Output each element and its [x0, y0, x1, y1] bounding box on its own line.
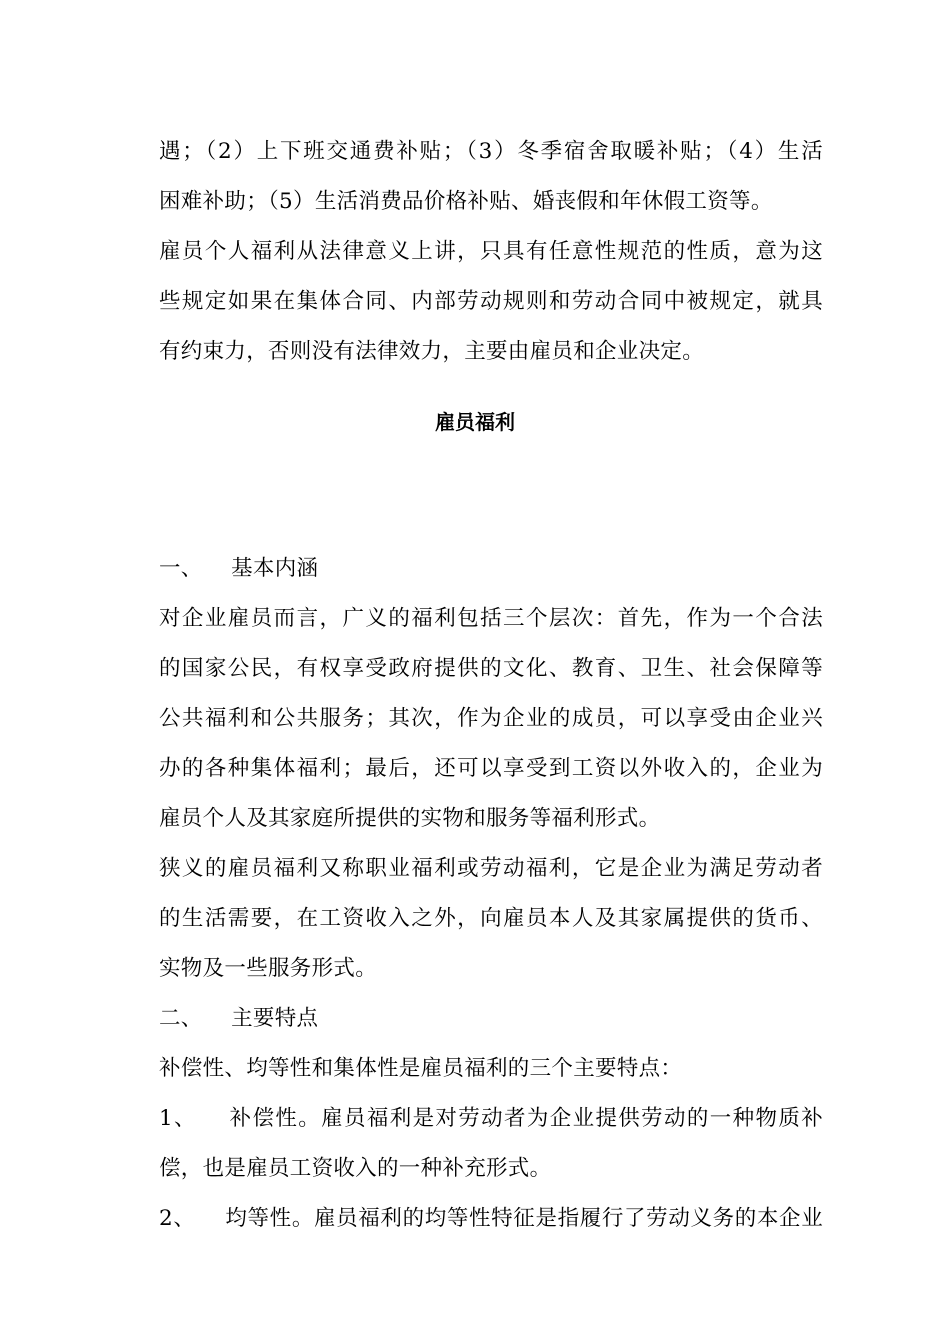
text-line: 雇员个人及其家庭所提供的实物和服务等福利形式。 [159, 806, 661, 831]
text-line: 偿，也是雇员工资收入的一种补充形式。 [159, 1156, 552, 1181]
text-line: 狭义的雇员福利又称职业福利或劳动福利，它是企业为满足劳动者 [159, 856, 823, 881]
body-text [159, 549, 823, 1249]
section-title: 雇员福利 [435, 410, 515, 434]
list-item-2: 2、 均等性。雇员福利的均等性特征是指履行了劳动义务的本企业 [159, 1206, 823, 1231]
top-paragraph [159, 132, 823, 382]
text-line: 办的各种集体福利；最后，还可以享受到工资以外收入的，企业为 [159, 756, 823, 781]
text-line: 有约束力，否则没有法律效力，主要由雇员和企业决定。 [159, 339, 705, 364]
text-line: 公共福利和公共服务；其次，作为企业的成员，可以享受由企业兴 [159, 706, 823, 731]
text-line: 些规定如果在集体合同、内部劳动规则和劳动合同中被规定，就具 [159, 289, 823, 314]
text-line: 的国家公民，有权享受政府提供的文化、教育、卫生、社会保障等 [159, 656, 823, 681]
text-line: 雇员个人福利从法律意义上讲，只具有任意性规范的性质，意为这 [159, 239, 823, 264]
heading-main-features: 二、 主要特点 [159, 1006, 319, 1031]
text-line: 遇；（2）上下班交通费补贴；（3）冬季宿舍取暖补贴；（4）生活 [159, 139, 823, 164]
text-line: 补偿性、均等性和集体性是雇员福利的三个主要特点： [159, 1056, 683, 1081]
list-item-1: 1、 补偿性。雇员福利是对劳动者为企业提供劳动的一种物质补 [159, 1106, 823, 1131]
text-line: 实物及一些服务形式。 [159, 956, 378, 981]
heading-basic-meaning: 一、 基本内涵 [159, 556, 319, 581]
text-line: 困难补助；（5）生活消费品价格补贴、婚丧假和年休假工资等。 [159, 189, 773, 214]
text-line: 的生活需要，在工资收入之外，向雇员本人及其家属提供的货币、 [159, 906, 823, 931]
text-line: 对企业雇员而言，广义的福利包括三个层次：首先，作为一个合法 [159, 606, 823, 631]
